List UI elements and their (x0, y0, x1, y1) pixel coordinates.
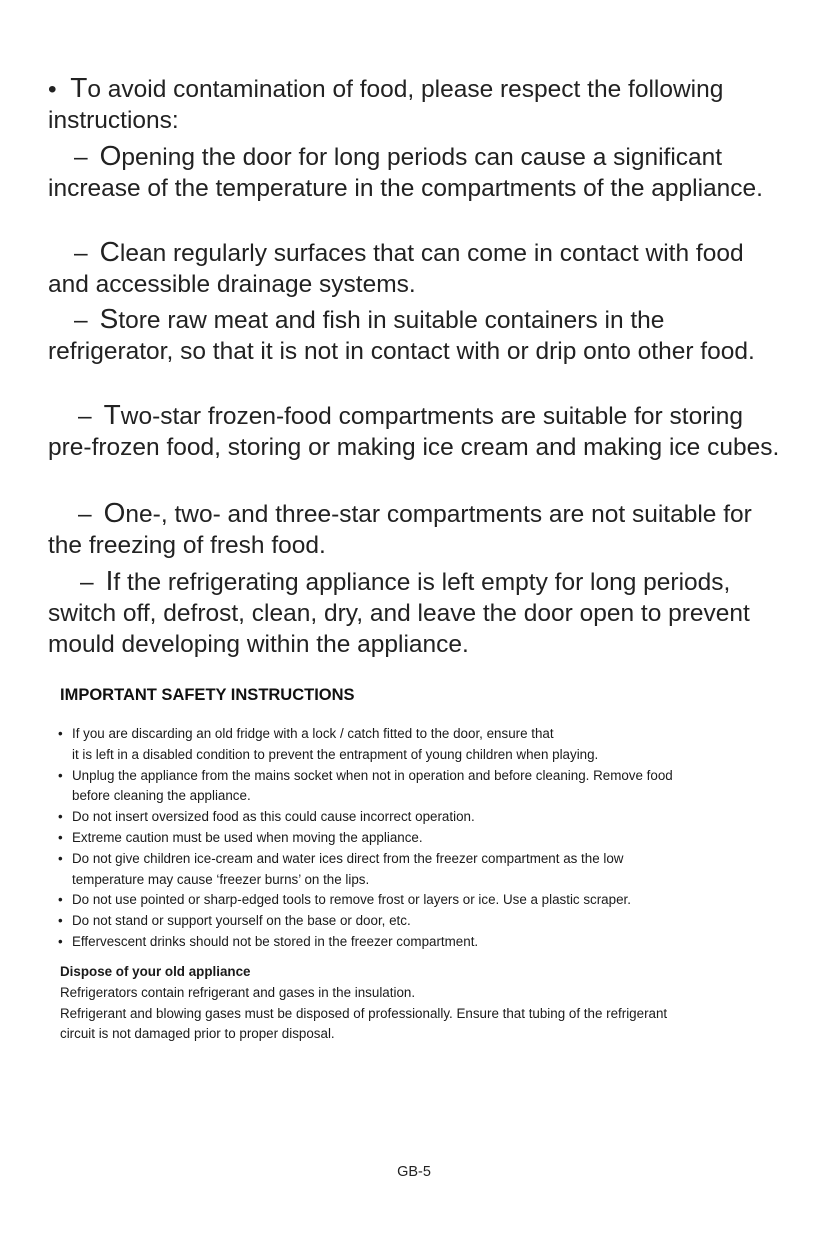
instruction-cap: S (99, 303, 119, 334)
bullet-icon: • (58, 726, 63, 741)
bullet-icon: • (58, 809, 63, 825)
dash-icon: – (74, 307, 88, 334)
list-item (58, 932, 778, 953)
instruction-text: wo-star frozen-food compartments are suitable for storing pre-frozen food, storing or making ice cream and making ice cubes. (48, 403, 780, 461)
dash-icon: – (78, 501, 92, 528)
dispose-text: Refrigerant and blowing gases must be disposed of professionally. Ensure that tubing of the refrigerant (60, 1005, 668, 1021)
instruction-cap: I (105, 565, 114, 596)
bullet-icon: • (58, 933, 63, 949)
instruction-item (48, 497, 788, 561)
instruction-text: tore raw meat and fish in suitable containers in the refrigerator, so that it is not in contact with or drip onto other food. (48, 307, 755, 365)
list-item-text: it is left in a disabled condition to prevent the entrapment of young children when playing. (72, 746, 599, 762)
dash-icon: – (78, 403, 92, 430)
safety-title: IMPORTANT SAFETY INSTRUCTIONS (60, 686, 355, 704)
safety-list (58, 724, 778, 953)
bullet-icon: • (58, 850, 63, 866)
instruction-text: pening the door for long periods can cause a significant increase of the temperature in the compartments of the appliance. (48, 144, 763, 202)
list-item-text: Do not insert oversized food as this could cause incorrect operation. (72, 809, 475, 825)
intro-paragraph (48, 72, 788, 136)
bullet-icon: • (58, 829, 63, 845)
dispose-section (60, 962, 780, 1045)
bullet-icon: • (58, 892, 63, 908)
instruction-text: ne-, two- and three-star compartments are not suitable for the freezing of fresh food. (48, 501, 752, 559)
list-item-text: Unplug the appliance from the mains socket when not in operation and before cleaning. Remove food (72, 767, 673, 783)
instruction-item (48, 303, 788, 367)
bullet-icon: • (48, 76, 57, 103)
list-item (58, 724, 778, 766)
intro-cap: T (70, 72, 88, 103)
list-item (58, 890, 778, 911)
dash-icon: – (74, 240, 88, 267)
list-item-text: before cleaning the appliance. (72, 788, 251, 804)
list-item-text: Effervescent drinks should not be stored in the freezer compartment. (72, 933, 479, 949)
list-item-text: temperature may cause ‘freezer burns’ on the lips. (72, 871, 370, 887)
bullet-icon: • (58, 913, 63, 929)
dispose-text: Refrigerators contain refrigerant and gases in the insulation. (60, 984, 416, 1000)
instruction-item (48, 399, 788, 463)
intro-text: o avoid contamination of food, please respect the following instructions: (48, 76, 724, 134)
page-number: GB-5 (397, 1164, 431, 1180)
instruction-cap: O (103, 497, 126, 528)
instruction-item (48, 565, 788, 660)
dispose-text: circuit is not damaged prior to proper disposal. (60, 1026, 335, 1042)
list-item (58, 807, 778, 828)
bullet-icon: • (58, 767, 63, 783)
list-item-text: Do not give children ice-cream and water ices direct from the freezer compartment as the low (72, 850, 624, 866)
list-item-text: If you are discarding an old fridge with a lock / catch fitted to the door, ensure that (72, 726, 554, 741)
instruction-text: lean regularly surfaces that can come in contact with food and accessible drainage systems. (48, 240, 744, 298)
instruction-cap: O (99, 140, 122, 171)
list-item-text: Extreme caution must be used when moving the appliance. (72, 829, 423, 845)
list-item-text: Do not use pointed or sharp-edged tools to remove frost or layers or ice. Use a plastic scraper. (72, 892, 631, 908)
list-item (58, 766, 778, 808)
list-item (58, 849, 778, 891)
instruction-item (48, 140, 788, 204)
instruction-item (48, 236, 788, 300)
list-item (58, 911, 778, 932)
list-item-text: Do not stand or support yourself on the base or door, etc. (72, 913, 411, 929)
dispose-title: Dispose of your old appliance (60, 964, 251, 979)
list-item (58, 828, 778, 849)
dash-icon: – (74, 144, 88, 171)
instruction-cap: C (99, 236, 120, 267)
dash-icon: – (80, 569, 94, 596)
instruction-cap: T (103, 399, 121, 430)
instruction-text: f the refrigerating appliance is left empty for long periods, switch off, defrost, clean, dry, and leave the door open to prevent mould developing within the appliance. (48, 569, 750, 658)
